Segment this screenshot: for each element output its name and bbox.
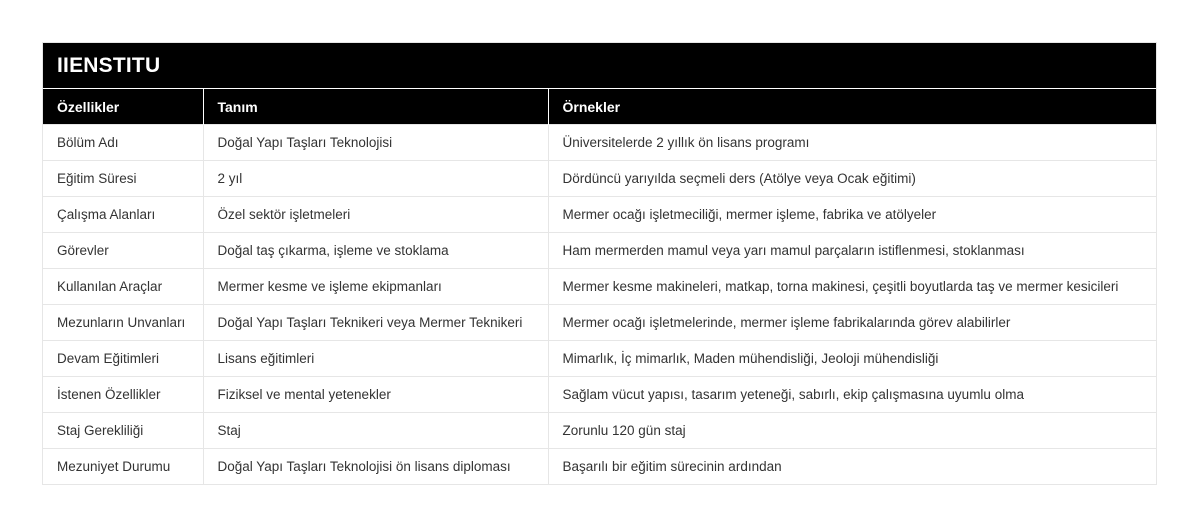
table-cell-example: Ham mermerden mamul veya yarı mamul parçaların istiflenmesi, stoklanması (548, 233, 1156, 269)
table-row (43, 341, 1156, 377)
table-cell-definition: Özel sektör işletmeleri (203, 197, 548, 233)
table-cell-feature: Mezuniyet Durumu (43, 449, 203, 485)
table-cell-feature: Çalışma Alanları (43, 197, 203, 233)
table-cell-feature: Kullanılan Araçlar (43, 269, 203, 305)
table-row (43, 377, 1156, 413)
table-row (43, 269, 1156, 305)
table-cell-definition: Lisans eğitimleri (203, 341, 548, 377)
table-row (43, 233, 1156, 269)
table-cell-feature: Devam Eğitimleri (43, 341, 203, 377)
table-row (43, 197, 1156, 233)
column-header-definition: Tanım (203, 89, 548, 125)
table-cell-definition: Doğal Yapı Taşları Teknolojisi (203, 125, 548, 161)
table-cell-example: Dördüncü yarıyılda seçmeli ders (Atölye veya Ocak eğitimi) (548, 161, 1156, 197)
table-cell-example: Zorunlu 120 gün staj (548, 413, 1156, 449)
info-table (43, 88, 1156, 484)
table-cell-definition: Fiziksel ve mental yetenekler (203, 377, 548, 413)
info-table-card (42, 42, 1157, 485)
table-cell-example: Mimarlık, İç mimarlık, Maden mühendisliği, Jeoloji mühendisliği (548, 341, 1156, 377)
table-cell-feature: Bölüm Adı (43, 125, 203, 161)
table-cell-definition: Staj (203, 413, 548, 449)
table-cell-example: Mermer ocağı işletmelerinde, mermer işleme fabrikalarında görev alabilirler (548, 305, 1156, 341)
table-cell-feature: Staj Gerekliliği (43, 413, 203, 449)
column-header-examples: Örnekler (548, 89, 1156, 125)
table-row (43, 449, 1156, 485)
column-header-features: Özellikler (43, 89, 203, 125)
table-cell-definition: Doğal Yapı Taşları Teknolojisi ön lisans diploması (203, 449, 548, 485)
table-row (43, 413, 1156, 449)
table-cell-definition: Doğal taş çıkarma, işleme ve stoklama (203, 233, 548, 269)
table-header-row (43, 89, 1156, 125)
table-cell-example: Başarılı bir eğitim sürecinin ardından (548, 449, 1156, 485)
table-cell-feature: Görevler (43, 233, 203, 269)
table-cell-example: Üniversitelerde 2 yıllık ön lisans programı (548, 125, 1156, 161)
table-cell-example: Mermer ocağı işletmeciliği, mermer işleme, fabrika ve atölyeler (548, 197, 1156, 233)
table-cell-example: Mermer kesme makineleri, matkap, torna makinesi, çeşitli boyutlarda taş ve mermer kesicileri (548, 269, 1156, 305)
table-row (43, 305, 1156, 341)
table-cell-feature: Eğitim Süresi (43, 161, 203, 197)
brand-title: IIENSTITU (43, 43, 1156, 88)
table-cell-feature: Mezunların Unvanları (43, 305, 203, 341)
table-row (43, 161, 1156, 197)
table-cell-example: Sağlam vücut yapısı, tasarım yeteneği, sabırlı, ekip çalışmasına uyumlu olma (548, 377, 1156, 413)
table-row (43, 125, 1156, 161)
table-cell-definition: 2 yıl (203, 161, 548, 197)
table-cell-definition: Mermer kesme ve işleme ekipmanları (203, 269, 548, 305)
table-cell-feature: İstenen Özellikler (43, 377, 203, 413)
table-cell-definition: Doğal Yapı Taşları Teknikeri veya Mermer Teknikeri (203, 305, 548, 341)
